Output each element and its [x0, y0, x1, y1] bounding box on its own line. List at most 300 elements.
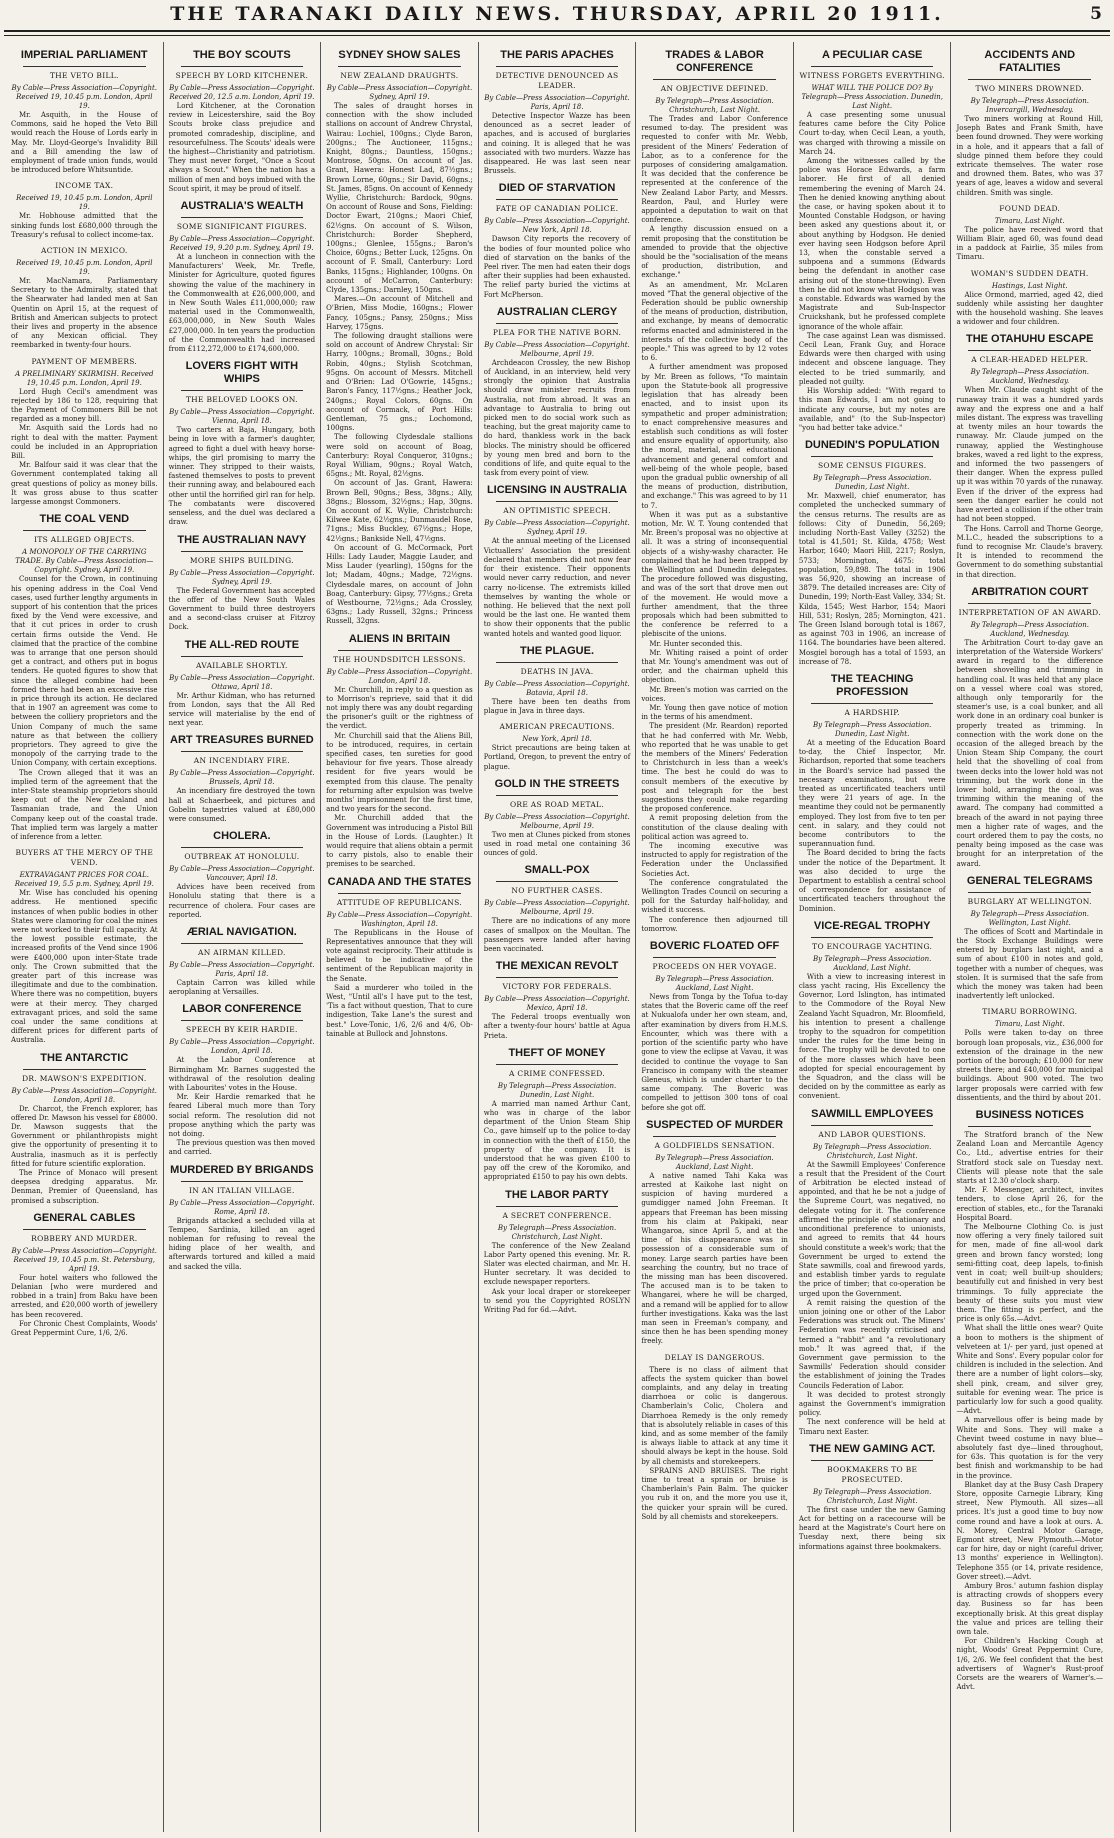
article-headline: IMPERIAL PARLIAMENT	[20, 49, 148, 61]
article-byline: By Telegraph—Press Association. Dunedin, Last Night.	[813, 720, 932, 738]
article-paragraph: Mr. F. Messenger, architect, invites tenders, to close April 26, for the erection of stables, etc., for the Taranaki Hospital Board.	[956, 1186, 1104, 1222]
article-paragraph: With a view to increasing interest in class yacht racing, His Excellency the Governor, Lord Islington, has intimated to the Commodore of the Royal New Zealand Yacht Squadron, Mr. Bloomfield, his intention to present a challenge trophy to the squadron for competition under the rules for the time being in force. The trophy will be devoted to one of the more classes which have been adopted for special encouragement by the Squadron, and the class will be decided on by the committee as early as convenient.	[798, 972, 946, 1101]
headline-rule	[181, 943, 304, 944]
article-paragraph: Mr. Churchill, in reply to a question as to Morrison's reprieve, said that it did not imply there was any doubt regarding the prisoner's guilt or the rightness of the verdict.	[326, 685, 473, 731]
article-byline: By Cable—Press Association—Copyright. Received 19, 10.45 p.m. London, April 19.	[11, 84, 158, 110]
article	[326, 876, 473, 1039]
article	[799, 439, 946, 667]
article-byline: By Cable—Press Association—Copyright. Rome, April 18.	[169, 1198, 315, 1216]
article	[169, 200, 316, 354]
headline-rule	[338, 650, 461, 651]
article	[169, 360, 316, 527]
article-subheading: AN OBJECTIVE DEFINED.	[660, 84, 769, 93]
article-subheading: A CRIME CONFESSED.	[509, 1068, 605, 1078]
article-paragraph: The conference congratulated the Wellington Trades Council on securing a poll for the Saturday half-holiday, and wished it success.	[641, 878, 788, 915]
article-paragraph: Four hotel waiters who followed the Delanian [who were murdered and robbed in a train] from Baku have been arrested, and £20,000 worth of jewellery has been recovered.	[11, 1273, 158, 1319]
article-headline: THE PLAGUE.	[520, 644, 594, 657]
article	[641, 1119, 788, 1347]
article-paragraph: Ask your local draper or storekeeper to send you the Copyrighted ROSLYN Writing Pad for 6d.—Advt.	[483, 1287, 631, 1315]
article-paragraph: Mr. Balfour said it was clear that the Government contemplated taking all great questions of policy as money bills. It was gross abuse to thus scatter largesse amongst Commoners.	[11, 461, 158, 507]
article-headline: BUSINESS NOTICES	[975, 1109, 1084, 1122]
article	[956, 49, 1103, 198]
article-paragraph: The following draught stallions were sold on account of Andrew Chrystal: Sir Harry, 100gns.; Bromall, 30gns.; Bold Robin, 40gns.; Stylish Scotchman, 95gns. On account of Messrs. Mitchell and O'Brien: Lad O'Gowrie, 145gns.; Baron's Fancy, 117½gns.; Heather Jock, 240gns.; Royal Colors, 60gns. On account of Cormack, of Port Hills: Gentleman, 75 gns.; Lochomond, 100gns.	[326, 332, 473, 433]
headline-rule	[496, 501, 619, 502]
article-headline: ÆRIAL NAVIGATION.	[186, 925, 297, 938]
article-paragraph: The police have received word that William Blair, aged 60, was found dead in a paddock at Fairlie, 35 miles from Timaru.	[956, 225, 1104, 262]
article-subheading: DR. MAWSON'S EXPEDITION.	[22, 1073, 147, 1083]
headline-rule	[968, 79, 1091, 80]
article-byline: By Telegraph—Press Association. Wellington, Last Night.	[970, 909, 1089, 927]
article-paragraph: The Arbitration Court to-day gave an interpretation of the Waterside Workers' award in regard to the difference between shovelling and trimming in handling coal. It was held that any place on a vessel where coal was stored, although only temporarily for the steamer's use, is a coal bunker, and all work done in an ordinary coal bunker is properly treated as trimming. In connection with the work done on the occasion of the alleged breach by the Union Steam Ship Company, the court held that the shovelling of coal from tween decks into the lower hold was not trimming, but the work done in the lower hold, arranging the coal, was trimming within the meaning of the award. The company had committed a breach of the award in not paying three men a higher rate of wages, and the court ordered them to pay the costs, no penalty being imposed as the case was brought for an interpretation of the award.	[956, 638, 1104, 868]
article-paragraph: A married man named Arthur Cant, who was in charge of the labor department of the Union Steam Ship Co., gave himself up to the police to-day in connection with the theft of £150, the property of the company. It is understood that he was given £100 to pay off the crew of the Koromiko, and appropriated £150 to pay his own debts.	[483, 1099, 631, 1182]
newspaper-title: THE TARANAKI DAILY NEWS. THURSDAY, APRIL 20 1911.	[170, 3, 944, 25]
article-paragraph: At a meeting of the Education Board to-day, the Chief Inspector, Mr. Richardson, reported that some teachers in the Board's service had passed the necessary examinations, but were treated as uncertificated teachers until they were 21 years of age. In the meantime they could not be permanently employed. They lost from five to ten per cent. in salary, and they could not become contributors to the superannuation fund.	[798, 738, 946, 849]
article-headline: THE LABOR PARTY	[505, 1188, 609, 1201]
article-paragraph: Strict precautions are being taken at Portland, Oregon, to prevent the entry of plague.	[483, 744, 631, 771]
article-byline: By Cable—Press Association—Copyright. Vienna, April 18.	[169, 408, 315, 426]
article	[169, 49, 316, 194]
article-paragraph: The following Clydesdale stallions were sold on account of Boag, Canterbury: Royal Conqueror, 310gns.; Royal William, 90gns.; Royal Watch, 65gns.; Mt. Royal, 82½gns.	[326, 433, 473, 479]
article-byline: By Cable—Press Association—Copyright. Received 19, 9.20 p.m. Sydney, April 19.	[169, 235, 315, 253]
article-subheading: THE BELOVED LOOKS ON.	[185, 395, 298, 405]
article-byline: A MONOPOLY OF THE CARRYING TRADE. By Cable—Press Association—Copyright. Sydney, April 19.	[15, 548, 154, 575]
headline-rule	[968, 892, 1091, 893]
article-headline: GENERAL TELEGRAMS	[966, 874, 1093, 887]
article-headline: ALIENS IN BRITAIN	[348, 632, 451, 645]
article-byline: By Cable—Press Association—Copyright. Received 20, 12.5 a.m. London, April 19.	[169, 84, 315, 101]
article	[11, 1212, 158, 1338]
article-byline: By Cable—Press Association—Copyright. London, April 18.	[169, 1038, 315, 1056]
article-paragraph: There is no class of ailment that affects the system quicker than bowel complaints, and any delay in treating diarrhoea or colic is dangerous. Chamberlain's Colic, Cholera and Diarrhoea Remedy is the only remedy that is absolutely reliable in cases of this kind, and as some member of the family is always liable to attack at any time it should always be kept in the house. Sold by all chemists and storekeepers.	[641, 1365, 788, 1466]
article	[11, 49, 158, 175]
article-paragraph: What shall the little ones wear? Quite a boon to mothers is the shipment of velveteen at 1/- per yard, just opened at White and Sons'. Every popular color for children is included in the selection. And there are a number of light colors—sky, shell pink, cream, and silver grey, suitable for evening wear. The price is particularly low for such a good quality.—Advt.	[956, 1324, 1104, 1416]
article-paragraph: Mr. Young then gave notice of motion in the terms of his amendment.	[641, 704, 788, 722]
article	[484, 1047, 631, 1183]
article-paragraph: Advices have been received from Honolulu stating that there is a recurrence of cholera. Four cases are reported.	[168, 883, 316, 919]
article-headline: DIED OF STARVATION	[498, 182, 616, 195]
masthead-rule-thin	[4, 35, 1110, 36]
article-byline: By Telegraph—Press Association. Auckland, Wednesday.	[970, 620, 1089, 638]
article-byline: Received 19, 10.45 p.m. London, April 19.	[16, 194, 153, 212]
column-4	[478, 42, 636, 1832]
article-paragraph: There are no indications of any more cases of smallpox on the Moultan. The passengers were landed after having been vaccinated.	[483, 917, 631, 953]
article-byline: By Cable—Press Association—Copyright. Sydney, April 19.	[484, 519, 630, 537]
headline-rule	[496, 795, 619, 796]
article-subheading: MORE SHIPS BUILDING.	[189, 555, 294, 565]
article-byline: By Cable—Press Association—Copyright. Received 19, 10.45 p.m. St. Petersburg, April 19.	[11, 1246, 158, 1273]
article-subheading: THE HOUNDSDITCH LESSONS.	[333, 654, 466, 664]
article	[799, 673, 946, 914]
article	[11, 357, 158, 508]
article-headline: THE OTAHUHU ESCAPE	[965, 333, 1094, 346]
article	[641, 49, 788, 934]
article-paragraph: SPRAINS AND BRUISES. The right time to treat a sprain or bruise is Chamberlain's Pain Balm. The quicker you rub it on, and the more you use it, the quicker your sprain will be cured. Sold by all chemists and storekeepers.	[641, 1466, 788, 1521]
column-1	[6, 42, 163, 1832]
headline-rule	[811, 1460, 934, 1461]
article-paragraph: The president (Mr. Reardon) reported that he had conferred with Mr. Webb, who reported that he was unable to get the members of the Miners' Federation to Christchurch in less than a week's time. The best he could do was to consult members of the executive by post and telegraph for the best suggestions they could make regarding the proposed conference.	[641, 722, 788, 814]
article-subheading: PLEA FOR THE NATIVE BORN.	[492, 327, 622, 337]
article-headline: AUSTRALIAN CLERGY	[496, 305, 618, 318]
article-headline: MURDERED BY BRIGANDS	[170, 1163, 314, 1176]
article-headline: BOVERIC FLOATED OFF	[649, 940, 780, 953]
headline-rule	[181, 551, 304, 552]
article-subheading: ROBBERY AND MURDER.	[31, 1233, 138, 1243]
article	[799, 49, 946, 433]
article-byline: By Cable—Press Association—Copyright. Paris, April 18.	[484, 94, 630, 111]
headline-rule	[496, 66, 619, 67]
article-paragraph: The Hons. Carroll and Thorne George, M.L.C., headed the subscriptions to a fund to recognise Mr. Claude's bravery. It is intended to recommend the Government to do something substantial in that direction.	[956, 524, 1104, 579]
headline-rule	[338, 893, 461, 894]
article-paragraph: At the annual meeting of the Licensed Victuallers' Association the president declared that members did not now fear for their existence. Their opponents would never carry reduction, and never carry no-license. The extremists killed themselves by wanting the whole or nothing. He believed that the next poll would be the last one. He wanted them to show their opponents that the public wanted hotels and wanted good liquor.	[483, 537, 631, 638]
article-paragraph: Two men at Clunes picked from stones used in road metal one containing 36 ounces of gold.	[483, 830, 631, 858]
article-subheading: DETECTIVE DENOUNCED AS LEADER.	[495, 71, 619, 90]
article-headline: AUSTRALIA'S WEALTH	[180, 200, 304, 213]
article	[484, 484, 631, 638]
article-paragraph: The Federal Government has accepted the offer of the New South Wales Government to build three destroyers and a second-class cruiser at Fitzroy Dock.	[168, 586, 316, 632]
article-paragraph: The Federal troops eventually won after a twenty-four hours' battle at Agua Prieta.	[483, 1013, 631, 1040]
article-paragraph: An incendiary fire destroyed the town hall at Schaerbeek, and pictures and Gobelin tapestries valued at £80,000 were consumed.	[168, 787, 316, 823]
article	[484, 306, 631, 479]
article-headline: LICENSING IN AUSTRALIA	[486, 484, 628, 497]
headline-rule	[23, 1069, 146, 1070]
article-byline: By Telegraph—Press Association. Invercargill, Wednesday.	[970, 97, 1089, 114]
article-paragraph: Said a murderer who toiled in the West, "Until all's I have put to the test, 'Tis a fact without question, That to cure indigestion, Take Lane's the surest and best." Love-Tonic, 1/6, 2/6 and 4/6, Ob-tainable at Bullock and Johnstons.	[326, 983, 473, 1038]
article	[11, 848, 158, 1045]
article-byline: Timaru, Last Night.	[994, 1020, 1065, 1029]
article-paragraph: At the Sawmill Employees' Conference a result that the President of the Court of Arbitration be elected instead of appointed, and that he be not a judge of the Supreme Court, was negatived, no delegate voting for it. The conference affirmed the principle of stationary and unconditional preference to unionists, and agreed to remits that 44 hours should constitute a week's work; that the Government be urged to extend the State sawmills, coal and firewood yards, and establish timber yards to regulate the price of timber; that co-operation be urged upon the Government.	[798, 1160, 946, 1298]
article-subheading: IN AN ITALIAN VILLAGE.	[188, 1185, 295, 1195]
article-headline: ARBITRATION COURT	[971, 585, 1089, 598]
headline-rule	[653, 1136, 776, 1137]
article	[799, 1443, 946, 1552]
article	[484, 182, 631, 299]
article-headline: THE MEXICAN REVOLT	[495, 960, 619, 973]
article-paragraph: The conference then adjourned till tomorrow.	[641, 915, 788, 933]
newspaper-columns	[6, 42, 1108, 1832]
article-headline: THE ANTARCTIC	[40, 1051, 129, 1064]
article-byline: By Cable—Press Association—Copyright. Washington, April 18.	[326, 910, 473, 928]
headline-rule	[181, 847, 304, 848]
article-subheading: WOMAN'S SUDDEN DEATH.	[970, 268, 1089, 278]
headline-rule	[338, 66, 461, 67]
article-paragraph: The Republicans in the House of Representatives announce that they will vote against reciprocity. Their attitude is believed to be indicative of the sentiment of the Republican majority in the Senate.	[326, 928, 473, 983]
article-paragraph: Counsel for the Crown, in continuing his opening address in the Coal Vend cases, used further lengthy arguments in support of his contention that the prices fixed by the Vend were excessive, and that it cut prices in order to crush certain firms outside the Vend. He claimed that the practice of the combine was to arrange that one person should get a contract, and others put in bogus tenders. He quoted figures to show that since the alleged combine had been formed there had been an excessive rise in price through its action. He declared that in 1907 an agreement was come to between the colliery proprietors and the Union Company of much the same nature as that between the colliery proprietors. They agreed to give the monopoly of the carrying trade to the Union Company, with certain exceptions.	[11, 575, 158, 768]
article	[169, 926, 316, 997]
article	[484, 49, 631, 176]
article-subheading: ATTITUDE OF REPUBLICANS.	[336, 897, 462, 907]
article-byline: By Cable—Press Association—Copyright. London, April 18.	[11, 1086, 158, 1104]
article-paragraph: Polls were taken to-day on three borough loan proposals, viz., £36,000 for extension of the drainage in the new portion of the borough; £10,000 for new streets there; and £40,000 for municipal buildings. About 900 voted. The two larger proposals were carried with few dissentients, and the third by about 201.	[956, 1029, 1104, 1102]
headline-rule	[811, 1125, 934, 1126]
headline-rule	[181, 656, 304, 657]
article	[641, 1353, 788, 1522]
article-byline: By Cable—Press Association—Copyright. Brussels, April 18.	[169, 769, 315, 787]
article-subheading: BOOKMAKERS TO BE PROSECUTED.	[827, 1464, 918, 1484]
article-paragraph: Mr. Asquith, in the House of Commons, said he hoped the Veto Bill would reach the House of Lords early in May. Mr. Lloyd-George's Invalidity Bill and a Bill amending the law of employment of trade union funds, would be introduced before Whitsuntide.	[11, 111, 158, 175]
article-headline: SMALL-POX	[524, 864, 590, 877]
article-byline: By Cable—Press Association—Copyright. Batavia, April 18.	[484, 679, 630, 697]
article-subheading: AN OPTIMISTIC SPEECH.	[503, 506, 611, 516]
article-headline: THE NEW GAMING ACT.	[809, 1442, 936, 1455]
article-subheading: AN INCENDIARY FIRE.	[193, 756, 290, 766]
article-byline: By Telegraph—Press Association. Auckland, Wednesday.	[970, 368, 1089, 386]
article-byline: By Telegraph—Press Association. Auckland, Last Night.	[813, 954, 932, 972]
article-subheading: ORE AS ROAD METAL.	[509, 799, 605, 809]
headline-rule	[496, 881, 619, 882]
article-subheading: A HARDSHIP.	[844, 707, 900, 717]
article	[11, 1052, 158, 1206]
article-subheading: AND LABOR QUESTIONS.	[818, 1129, 926, 1139]
article-headline: ART TREASURES BURNED	[170, 734, 314, 747]
article-paragraph: A remit raising the question of the union joining one or other of the Labor Federations was struck out. The Miners' Federation was recently criticised and termed a "rabbit" and "a revolutionary mob." It was agreed that, if the Government gave permission to the Sawmills' Federation should consider the establishment of joining the Trades Councils Federation of Labor.	[798, 1298, 946, 1390]
article	[799, 920, 946, 1102]
headline-rule	[23, 1229, 146, 1230]
article-paragraph: The sales of draught horses in connection with the show included stallions on account of Andrew Chrystal, Wairau: Lochiel, 100gns.; Clyde Baron, 200gns.; The Auctioneer, 115gns.; Knight, 80gns.; Dauntless, 150gns.; Montrose, 50gns. On account of Jas. Grant, Hawera: Honest Lad, 87½gns.; Brown Lorne, 60gns.; Sir David, 60gns.; St. James, 85gns. On account of Kennedy Wyllie, Christchurch: Bardock, 90gns. On account of Rouse and Sons, Fielding: Doctor Ewart, 210gns.; Maori Chief, 62½gns. On account of S. Wilson, Christchurch: Border Shepherd, 100gns.; Glenlee, 155gns.; Baron's Choice, 60gns.; Better Luck, 125gns. On account of F. Small, Canterbury: Lord Banks, 115gns.; Highlander, 100gns. On account of McCarron, Canterbury: Clyde, 135gns.; Darnley, 150gns.	[326, 102, 473, 295]
headline-rule	[968, 603, 1091, 604]
article-byline: By Telegraph—Press Association. Christchurch, Last Night.	[813, 1487, 932, 1505]
article	[169, 1164, 316, 1272]
article-paragraph: The Trades and Labor Conference resumed to-day. The president was requested to confer with Mr. Webb, president of the Miners' Federation of Labor, as to a conference for the purposes of considering amalgamation. It was decided that the conference be represented at the conference of the New Zealand Labor Party, and Messrs. Reardon, Paul, and Hurley were appointed a deputation to wait on that conference.	[641, 115, 788, 225]
article-subheading: SOME CENSUS FIGURES.	[817, 461, 927, 471]
headline-rule	[181, 1181, 304, 1182]
article-subheading: PROCEEDS ON HER VOYAGE.	[652, 962, 777, 972]
article-subheading: INCOME TAX.	[55, 181, 114, 191]
article	[169, 1003, 316, 1157]
article-paragraph: When it was put as a substantive motion, Mr. W. T. Young contended that Mr. Breen's proposal was no objective at all. It was a string of inconsequential objects of a wishy-washy character. He complained that he had been trapped by the Wellington and Dunedin delegates. The procedure followed was disgusting, and was of the sort that drove men out of the movement. He would move a further amendment, that the three proposals which had been submitted to the conference be referred to a plebiscite of the unions.	[641, 510, 788, 639]
article-headline: THE PARIS APACHES	[500, 49, 614, 61]
article-subheading: SPEECH BY LORD KITCHENER.	[175, 71, 309, 80]
article-paragraph: Alice Ormond, married, aged 42, died suddenly while assisting her daughter with the household washing. She leaves a widower and four children.	[956, 290, 1104, 327]
headline-rule	[496, 1206, 619, 1207]
headline-rule	[496, 662, 619, 663]
article	[484, 864, 631, 954]
article-headline: ACCIDENTS AND FATALITIES	[984, 49, 1076, 74]
headline-rule	[181, 751, 304, 752]
article	[11, 513, 158, 842]
article	[326, 49, 473, 627]
headline-rule	[181, 1020, 304, 1021]
article-headline: GENERAL CABLES	[33, 1211, 136, 1224]
article-subheading: DELAY IS DANGEROUS.	[664, 1352, 765, 1362]
article-paragraph: Ambury Bros.' autumn fashion display is attracting crowds of shoppers every day. Business so far has been exceptionally brisk. At this great display the value and prices are telling their own tale.	[956, 1582, 1104, 1637]
article-paragraph: Detective Inspector Wazze has been denounced as a secret leader of apaches, and is accused of burglaries and coining. It is alleged that he was associated with two murders. Wazze has disappeared. He was last seen near Brussels.	[483, 112, 631, 176]
article-paragraph: The previous question was then moved and carried.	[168, 1139, 316, 1157]
article-paragraph: Mares.—On account of Mitchell and O'Brien, Miss Modie, 160gns.; Flower Fancy, 105gns.; Pansy, 250gns.; Miss Harvey, 175gns.	[326, 295, 473, 331]
article-paragraph: Blanket day at the Busy Cash Drapery Store, opposite Carnegie Library, King street, New Plymouth. All sizes—all prices. It's just a good time to buy now come round and have a look at ours. A. N. Morey, Central Motor Garage, Egmont street, New Plymouth.—Motor car for hire, day or night (careful driver, 13 months' experience in Wellington). Telephone 355 (or 14, private residence, Gover street).—Advt.	[956, 1480, 1104, 1581]
article-byline: By Telegraph—Press Association. Dunedin, Last Night.	[497, 1081, 617, 1099]
article-paragraph: The Melbourne Clothing Co. is just now offering a very finely tailored suit for men, made of fine all-wool dark green and brown fancy worsted; long semi-fitting coat, deep lapels, to-finish vent in coat; well built-up shoulders; beautifully cut and finished in very best trimmings. To fully appreciate the beauty of these suits you must view them. The fitting is perfect, and the price is only 65s.—Advt.	[956, 1223, 1104, 1324]
article-subheading: TO ENCOURAGE YACHTING.	[812, 941, 933, 951]
article-paragraph: A remit proposing deletion from the constitution of the clause dealing with political action was agreed to.	[641, 814, 788, 841]
article	[169, 534, 316, 633]
article-paragraph: Two carters at Baja, Hungary, both being in love with a farmer's daughter, agreed to fight a duel with heavy horse-whips, the girl promising to marry the winner. They stripped to their waists, fastened themselves to posts to prevent their running away, and belaboured each other until the horrified girl ran for help. The combatants were discovered senseless, and the duel was declared a draw.	[168, 426, 316, 527]
article-byline: By Cable—Press Association—Copyright. London, April 18.	[326, 667, 473, 685]
article-headline: THE ALL-RED ROUTE	[184, 638, 300, 651]
article-byline: By Telegraph—Press Association. Christchurch, Last Night.	[655, 97, 774, 114]
masthead	[0, 0, 1114, 44]
article-byline: By Cable—Press Association—Copyright. Sydney, April 19.	[326, 84, 473, 101]
article-paragraph: A lengthy discussion ensued on a remit proposing that the constitution be amended to provide that the objective should be the "socialisation of the means of production, distribution, and exchange."	[641, 225, 788, 280]
article-paragraph: Brigands attacked a secluded villa at Tempeo, Sardinia, killed an aged nobleman for refusing to reveal the hiding place of her wealth, and afterwards tortured and killed a maid and sacked the villa.	[168, 1216, 316, 1271]
article-subheading: WITNESS FORGETS EVERYTHING.	[799, 71, 945, 80]
article-subheading: TWO MINERS DROWNED.	[975, 84, 1084, 93]
headline-rule	[496, 199, 619, 200]
column-7	[950, 42, 1108, 1832]
article-paragraph: Among the witnesses called by the police was Horace Edwards, a farm laborer. He first of all denied remembering the evening of March 24. Then he denied knowing anything about the case, or having spoken about it to Mounted Constable Hodgson, or having been asked any questions about it, or about anything by Hodgson. He denied ever having seen Hodgson before April 13, when the constable served a subpoena and a summons (Edwards being the defendant in another case arising out of the stone-throwing). Even then he did not know what Hodgson was a constable. Edwards was warned by the Magistrate and Sub-Inspector Cruickshank, but he professed complete ignorance of the whole affair.	[798, 157, 946, 331]
article-paragraph: A marvellous offer is being made by White and Sons. They will make a Chevint tweed costume in navy blue—absolutely fast dye—lined throughout, for 63s. This quotation is for the very best finish and workmanship to be had in the province.	[956, 1416, 1104, 1480]
masthead-rule	[4, 30, 1110, 32]
article-headline: SYDNEY SHOW SALES	[338, 49, 461, 61]
column-2	[163, 42, 321, 1832]
article-paragraph: Mr. MacNamara, Parliamentary Secretary to the Admiralty, stated that the Shearwater had landed men at San Quentin on April 15, at the request of British and American subjects to protect their lives and property in the absence of any Mexican official. They reembarked in twenty-four hours.	[11, 277, 158, 350]
article-byline: Timaru, Last Night.	[994, 216, 1065, 225]
article-headline: TRADES & LABOR CONFERENCE	[665, 49, 764, 74]
article-paragraph: Dawson City reports the recovery of the bodies of four mounted police who died of starvation on the banks of the Peel river. The men had eaten their dogs after their supplies had been exhausted. The relief party buried the victims at Fort McPherson.	[483, 235, 631, 299]
article	[956, 875, 1103, 1002]
article-byline: By Cable—Press Association—Copyright. Melbourne, April 19.	[484, 899, 630, 917]
article-byline: By Cable—Press Association—Copyright. Sydney, April 19.	[169, 568, 315, 586]
article	[326, 633, 473, 870]
article-headline: THE COAL VEND	[39, 513, 130, 526]
article	[169, 734, 316, 824]
article-byline: By Cable—Press Association—Copyright. Vancouver, April 18.	[169, 865, 315, 883]
article-headline: SUSPECTED OF MURDER	[646, 1118, 784, 1131]
article-paragraph: A case presenting some unusual features came before the City Police Court to-day, when Cecil Lean, a youth, was charged with throwing a missile on March 24.	[798, 111, 946, 156]
article-paragraph: The case against Lean was dismissed. Cecil Lean, Frank Guy, and Horace Edwards were then charged with using indecent and obscene language. They elected to be tried summarily, and pleaded not guilty.	[798, 331, 946, 386]
article-byline: By Cable—Press Association—Copyright. Ottawa, April 18.	[169, 673, 315, 691]
article-paragraph: The Board decided to bring the facts under the notice of the Department. It was also decided to urge the Department to establish a central school of correspondence for assistance of uncertificated teachers throughout the Dominion.	[798, 849, 946, 913]
article	[956, 333, 1103, 579]
article-subheading: OUTBREAK AT HONOLULU.	[184, 852, 300, 862]
article-byline: Hastings, Last Night.	[991, 281, 1068, 290]
article	[484, 645, 631, 716]
article	[11, 246, 158, 351]
column-3	[320, 42, 478, 1832]
article-subheading: AMERICAN PRECAUTIONS.	[499, 722, 615, 732]
article	[799, 1108, 946, 1437]
article-subheading: ACTION IN MEXICO.	[41, 246, 128, 256]
headline-rule	[181, 217, 304, 218]
article-headline: THEFT OF MONEY	[508, 1046, 606, 1059]
article-paragraph: It was decided to protest strongly against the Government's immigration policy.	[798, 1390, 946, 1418]
article	[169, 830, 316, 920]
article-byline: A PRELIMINARY SKIRMISH. Received 19, 10.45 p.m. London, April 19.	[15, 369, 154, 387]
article-paragraph: At a luncheon in connection with the Manufacturers' Week, Mr. Trefle, Minister for Agriculture, quoted figures showing the value of the machinery in the Commonwealth at £26,000,000, and in New South Wales £11,000,000; raw material used in the Commonwealth, £63,000,000, in New South Wales £27,000,000. In ten years the production of the Commonwealth had increased from £112,272,000 to £174,600,000.	[168, 253, 316, 354]
article-subheading: ITS ALLEGED OBJECTS.	[34, 535, 135, 545]
article-headline: A PECULIAR CASE	[821, 49, 923, 61]
article-subheading: NEW ZEALAND DRAUGHTS.	[340, 71, 459, 80]
article-paragraph: A native named Tahi Kaka was arrested at Kaikohe last night on suspicion of having murdered a gumdigger named John Freeman. It appears that Freeman has been missing from his claim at Pakipaki, near Whangaroa, since April 5, and at the time of his disappearance was in possession of a considerable sum of money. Large search parties have been searching the country, but no trace of the missing man has been discovered. The accused man is to be taken to Whangarei, where he will be charged, and a remand will be applied for to allow further investigations. Kaka was the last man seen in Freeman's company, and since then he has been spending money freely.	[641, 1171, 788, 1346]
article-paragraph: His Worship added: "With regard to this man Edwards, I am not going to indicate any course, but my notes are available, and" (to the Sub-Inspector) "you had better take advice."	[798, 387, 946, 432]
article-subheading: BUYERS AT THE MERCY OF THE VEND.	[15, 848, 154, 868]
article-headline: GOLD IN THE STREETS	[494, 777, 620, 790]
article-headline: SAWMILL EMPLOYEES	[811, 1107, 934, 1120]
article-paragraph: The incoming executive was instructed to apply for registration of the Federation under the Unclassified Societies Act.	[641, 842, 788, 878]
article-headline: THE AUSTRALIAN NAVY	[177, 533, 307, 546]
article	[956, 269, 1103, 328]
headline-rule	[496, 323, 619, 324]
headline-rule	[811, 703, 934, 704]
article-subheading: AVAILABLE SHORTLY.	[196, 660, 288, 670]
article-paragraph: A further amendment was proposed by Mr. Breen as follows, "To maintain upon the Statute-book all progressive legislation that has already been enacted, and to insist upon its sympathetic and proper administration; to enact comprehensive measures and establish such conditions as will foster and ensure equality of opportunity, also the moral, material, and educational advancement and general comfort and well-being of the whole people, based upon the gradual public ownership of all the means of production, distribution, and exchange." This was agreed to by 11 to 7.	[641, 363, 788, 510]
article-paragraph: Dr. Charcot, the French explorer, has offered Dr. Mawson his vessel for £8000. Dr. Mawson suggests that the Government or philanthropists might give the opportunity of presenting it to Australia, inasmuch as it is perfectly fitted for future scientific exploration.	[11, 1104, 158, 1168]
article-headline: LABOR CONFERENCE	[182, 1003, 302, 1016]
article	[956, 1109, 1103, 1692]
article-headline: THE BOY SCOUTS	[193, 49, 291, 61]
article-subheading: FOUND DEAD.	[999, 203, 1061, 213]
headline-rule	[653, 957, 776, 958]
article-byline: By Cable—Press Association—Copyright. Paris, April 18.	[169, 960, 315, 978]
article-byline: EXTRAVAGANT PRICES FOR COAL. Received 19, 5.5 p.m. Sydney, April 19.	[14, 871, 154, 889]
article-paragraph: The offices of Scott and Martindale in the Stock Exchange Buildings were entered by burglars last night, and a sum of about £100 in notes and gold, together with a number of cheques, was stolen. It is surmised that the safe from which the money was taken had been inadvertently left unlocked.	[956, 927, 1104, 1001]
article-byline: By Telegraph—Press Association. Dunedin, Last Night.	[813, 474, 932, 492]
article-byline: By Telegraph—Press Association. Christchurch, Last Night.	[813, 1142, 932, 1160]
article-paragraph: Mr. Churchill said that the Aliens Bill, to be introduced, requires, in certain specified cases, ten sureties for good behaviour for five years. Those already resident for five years would be exempted from this clause. The penalty for returning after expulsion was twelve months' imprisonment for the first time, and two years for the second.	[326, 731, 473, 814]
headline-rule	[968, 350, 1091, 351]
article-byline: New York, April 18.	[522, 735, 592, 744]
article	[484, 1189, 631, 1316]
article-headline: CHOLERA.	[213, 830, 271, 843]
article	[484, 722, 631, 772]
article-paragraph: Lord Kitchener, at the Coronation review in Leicestershire, said the Boy Scouts broke class prejudice and promoted comradeship, discipline, and resourcefulness. The Scouts' ideals were the highest—Christianity and patriotism. They must never forget, "Once a Scout always a Scout." When the nation has a million of men and boys imbued with the Scout spirit, it may be proud of itself.	[168, 102, 316, 193]
article-paragraph: The first case under the new Gaming Act for betting on a racecourse will be heard at the Magistrate's Court here on Tuesday next, there being six informations against three bookmakers.	[798, 1505, 946, 1551]
article-paragraph: Captain Carron was killed while aeroplaning at Versailles.	[168, 978, 316, 997]
column-6	[793, 42, 951, 1832]
article-paragraph: Two miners working at Round Hill, Joseph Bates and Frank Smith, have been found drowned. They were working in a hole, and it appears that a fall of sludge pinned them before they could extricate themselves. The water rose and drowned them. Bates, who was 37 years of age, leaves a widow and several children. Smith was single.	[956, 115, 1104, 197]
article	[11, 181, 158, 240]
article-subheading: PAYMENT OF MEMBERS.	[31, 356, 138, 366]
article-subheading: A SECRET CONFERENCE.	[502, 1210, 612, 1220]
headline-rule	[181, 390, 304, 391]
article-subheading: A CLEAR-HEADED HELPER.	[971, 355, 1089, 365]
headline-rule	[181, 66, 304, 67]
article-paragraph: For Children's Hacking Cough at night, Woods' Great Peppermint Cure, 1/6, 2/6. We feel confident that the best advertisers of Wagner's Rust-proof Corsets are the wearers of Warner's.—Advt.	[956, 1637, 1104, 1692]
article-subheading: FATE OF CANADIAN POLICE.	[495, 204, 619, 214]
article-paragraph: Mr. Churchill added that the Government was introducing a Pistol Bill in the House of Lords. (Laughter.) It would require that aliens obtain a permit to carry pistols, also to enable their premises to be searched.	[326, 814, 473, 869]
article-paragraph: Mr. Asquith said the Lords had no right to deal with the matter. Payment could be included in an Appropriation Bill.	[11, 424, 158, 461]
article-headline: DUNEDIN'S POPULATION	[804, 439, 940, 452]
article	[641, 940, 788, 1113]
headline-rule	[23, 66, 146, 67]
article-paragraph: Archdeacon Crossley, the new Bishop of Auckland, in an interview, held very strongly the opinion that Australia should draw minister recruits from Australia, not from abroad. It was an advantage to Australia to bring out picked men to do social work such as teaching, but the great majority came to do hard, thankless work in the back blocks. The ministry should be officered by young men bred and born to the conditions of life, and quite equal to the task from every point of view.	[483, 358, 631, 478]
article-headline: VICE-REGAL TROPHY	[813, 919, 931, 932]
headline-rule	[811, 66, 934, 67]
headline-rule	[653, 79, 776, 80]
article-subheading: DEATHS IN JAVA.	[520, 666, 594, 676]
article-byline: By Telegraph—Press Association. Auckland, Last Night.	[655, 975, 774, 993]
article-paragraph: The Crown alleged that it was an implied term of the agreement that the inter-State steamship proprietors should keep out of the New Zealand and Tasmanian trade, and the Union Company keep out of the coastal trade. That implied term was largely a matter of inference from a letter.	[11, 768, 158, 841]
article-paragraph: The Prince of Monaco will present deepsea dredging apparatus. Mr. Denman, Premier of Queensland, has promised a subscription.	[11, 1169, 158, 1205]
article-paragraph: Mr. Whiting raised a point of order that Mr. Young's amendment was out of order, and the chairman upheld this objection.	[641, 648, 788, 685]
article-byline: By Cable—Press Association—Copyright. Mexico, April 18.	[484, 995, 630, 1013]
headline-rule	[811, 937, 934, 938]
article-byline: By Telegraph—Press Association. Christchurch, Last Night.	[497, 1223, 617, 1241]
article	[956, 1007, 1103, 1103]
headline-rule	[968, 1126, 1091, 1127]
article-subheading: NO FURTHER CASES.	[511, 886, 603, 896]
article-byline: By Cable—Press Association—Copyright. Melbourne, April 19.	[484, 340, 630, 358]
headline-rule	[496, 977, 619, 978]
article	[956, 204, 1103, 263]
article-headline: CANADA AND THE STATES	[327, 875, 472, 888]
article-headline: LOVERS FIGHT WITH WHIPS	[185, 360, 299, 386]
article-paragraph: Mr. Hunter seconded this.	[649, 639, 743, 648]
article-paragraph: Lord Hugh Cecil's amendment was rejected by 186 to 128, requiring that the Payment of Commoners Bill be not regarded as a money bill.	[11, 387, 158, 424]
article-byline: By Cable—Press Association—Copyright. New York, April 18.	[484, 217, 630, 235]
article	[956, 586, 1103, 869]
headline-rule	[23, 530, 146, 531]
article-paragraph: Mr. Arthur Kidman, who has returned from London, says that the All Red service will materialise by the end of next year.	[168, 691, 316, 728]
